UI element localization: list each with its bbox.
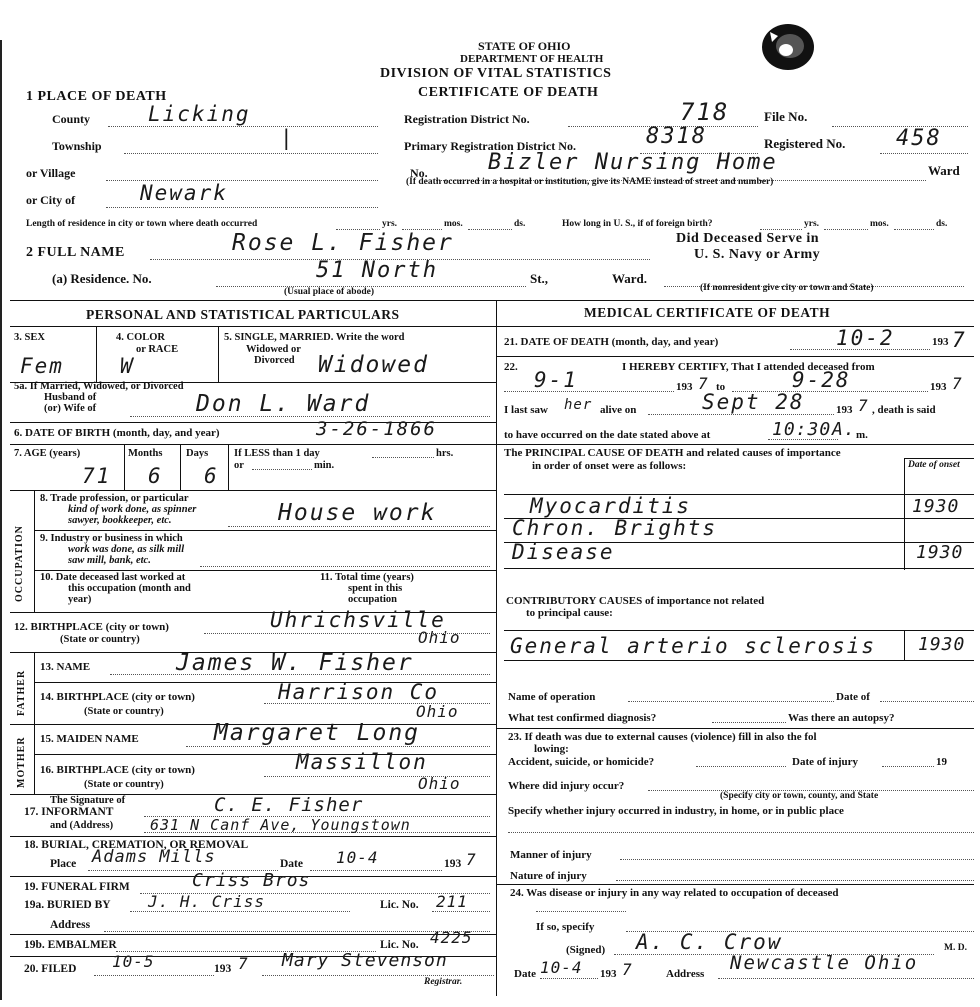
filed-year-digit: 7	[238, 954, 249, 973]
father-side-label: FATHER	[16, 669, 27, 716]
rule-mother-side	[34, 724, 35, 794]
rule-middle	[496, 300, 497, 996]
buried-value: J. H. Criss	[148, 892, 265, 911]
burial-place-label: Place	[50, 858, 77, 870]
address-line	[718, 978, 974, 979]
registered-no-value: 458	[896, 126, 942, 151]
header-state: STATE OF OHIO	[478, 39, 571, 53]
us-len-mos: mos.	[870, 219, 889, 229]
registrar-label: Registrar.	[424, 977, 463, 987]
specify-industry: Specify whether injury occurred in industry, in home, or in public place	[508, 805, 844, 817]
mother-bp-label-2: (State or country)	[84, 779, 164, 790]
onset-label: Date of onset	[908, 460, 960, 470]
cause-1-text: Myocarditis	[530, 494, 692, 518]
dod-year-digit: 7	[952, 328, 967, 352]
op-date-label: Date of	[836, 691, 870, 703]
industry-label-1: 9. Industry or business in which	[40, 533, 183, 544]
rule-med-principal	[496, 444, 974, 445]
signed-date-value: 10-4	[540, 958, 583, 977]
full-name-label: 2 FULL NAME	[26, 245, 125, 260]
funeral-value: Criss Bros	[192, 870, 311, 891]
lastsaw-year: 193	[836, 404, 853, 416]
informant-label-1: The Signature of	[50, 795, 126, 806]
rule-row18	[10, 836, 496, 837]
address-value: Newcastle Ohio	[730, 952, 919, 974]
time-value: 10:30	[772, 419, 832, 440]
test-line	[712, 722, 786, 723]
rule-father-side	[34, 652, 35, 724]
buried-address-label: Address	[50, 919, 91, 931]
city-line	[106, 207, 378, 208]
mother-bp-value: Massillon	[296, 750, 428, 774]
total-label-3: occupation	[348, 594, 398, 605]
occupation-label: 24. Was disease or injury in any way related to occupation of deceased	[510, 887, 839, 899]
industry-line	[200, 566, 490, 567]
rule-row7	[10, 444, 496, 445]
from-year-digit: 7	[698, 374, 709, 393]
township-label: Township	[52, 139, 102, 153]
total-label-2: spent in this	[348, 583, 403, 594]
registrar-line	[262, 975, 494, 976]
buried-lic-value: 211	[436, 892, 468, 911]
from-line	[504, 391, 674, 392]
days-label: Days	[186, 448, 209, 459]
registrar-value: Mary Stevenson	[282, 950, 448, 971]
hrs-line	[372, 457, 434, 458]
marital-value: Widowed	[318, 352, 429, 378]
min-label: min.	[314, 460, 335, 471]
autopsy-label: Was there an autopsy?	[788, 712, 895, 724]
rule-med-23	[496, 728, 974, 729]
lastsaw-who: her	[564, 397, 593, 413]
time-ampm: A.	[832, 419, 856, 440]
ifso-label: If so, specify	[536, 921, 595, 933]
place-of-death-label: 1 PLACE OF DEATH	[26, 89, 167, 104]
full-name-value: Rose L. Fisher	[232, 230, 454, 256]
contrib-year: 1930	[918, 634, 966, 655]
to-year-digit: 7	[952, 374, 963, 393]
father-bp-label-2: (State or country)	[84, 706, 164, 717]
st-label: St.,	[530, 271, 549, 286]
embalmer-label: 19b. EMBALMER	[24, 939, 117, 951]
burial-year-digit: 7	[466, 850, 477, 869]
rule-onset-column	[904, 458, 905, 570]
state-seal-icon	[760, 22, 816, 72]
specify-place: (Specify city or town, county, and State	[720, 791, 879, 801]
filed-value: 10-5	[112, 952, 155, 971]
rule-top	[10, 300, 974, 301]
to-value: 9-28	[792, 368, 851, 392]
burial-date-line	[310, 870, 442, 871]
test-label: What test confirmed diagnosis?	[508, 712, 657, 724]
burial-date-label: Date	[280, 858, 303, 870]
township-line	[124, 153, 378, 154]
county-value: Licking	[148, 102, 251, 126]
injury-date-line	[882, 766, 934, 767]
from-value: 9-1	[534, 368, 578, 392]
marital-label: 5. SINGLE, MARRIED. Write the word	[224, 332, 405, 343]
residence-label: (a) Residence. No.	[52, 271, 152, 286]
informant-address-value: 631 N Canf Ave, Youngstown	[150, 816, 411, 834]
village-label: or Village	[26, 166, 76, 180]
mother-name-label: 15. MAIDEN NAME	[40, 733, 139, 745]
occupation-line	[536, 911, 626, 912]
months-label: Months	[128, 448, 163, 459]
spouse-label-3: (or) Wife of	[44, 403, 97, 414]
mother-side-label: MOTHER	[16, 736, 27, 788]
certify-num: 22.	[504, 361, 518, 373]
certify-label: I HEREBY CERTIFY, That I attended deceased from	[622, 361, 875, 373]
age-days-value: 6	[204, 464, 219, 488]
mother-bp-label: 16. BIRTHPLACE (city or town)	[40, 764, 195, 776]
principal-label-2: in order of onset were as follows:	[532, 460, 687, 472]
contrib-label-1: CONTRIBUTORY CAUSES of importance not related	[506, 595, 765, 607]
or-label: or	[234, 460, 244, 471]
occupation-side-label: OCCUPATION	[14, 525, 25, 602]
rule-occupation-side	[34, 490, 35, 612]
rule-med-24	[496, 884, 974, 885]
marital-label-3: Divorced	[254, 355, 295, 366]
cause-1-year: 1930	[912, 496, 960, 517]
industry-injury-line	[508, 832, 974, 833]
buried-label: 19a. BURIED BY	[24, 899, 111, 911]
rule-row10	[34, 570, 496, 571]
rule-row19b	[10, 934, 496, 935]
informant-label-2: 17. INFORMANT	[24, 806, 114, 818]
buried-line	[130, 911, 350, 912]
county-line	[108, 126, 378, 127]
medical-heading: MEDICAL CERTIFICATE OF DEATH	[584, 305, 831, 320]
rule-sex-color	[96, 326, 97, 382]
accident-label: Accident, suicide, or homicide?	[508, 756, 655, 768]
birthplace-value: Uhrichsville	[270, 608, 446, 632]
city-label: or City of	[26, 193, 76, 207]
us-len-yrs: yrs.	[804, 219, 820, 229]
industry-label-3: saw mill, bank, etc.	[68, 555, 151, 566]
rule-age-months	[124, 444, 125, 490]
rule-left-heading	[10, 326, 496, 327]
sex-value: Fem	[20, 354, 64, 378]
rule-row8	[10, 490, 496, 491]
md-label: M. D.	[944, 943, 967, 953]
injury-date-label: Date of injury	[792, 756, 858, 768]
time-m: m.	[856, 429, 868, 441]
residence-value: 51 North	[316, 258, 438, 283]
us-len-line	[760, 229, 802, 230]
operation-line	[628, 701, 834, 702]
embalmer-lic-label: Lic. No.	[380, 939, 419, 951]
burial-year: 193	[444, 858, 462, 870]
sex-label: 3. SEX	[14, 332, 45, 343]
alive-label: alive on	[600, 404, 637, 416]
dod-label: 21. DATE OF DEATH (month, day, and year)	[504, 336, 719, 348]
rule-cause-4	[504, 568, 974, 569]
left-edge-margin	[0, 40, 8, 1000]
lastsaw-line	[648, 414, 834, 415]
signed-date-label: Date	[514, 968, 536, 980]
nonresident-note: (If nonresident give city or town and State)	[700, 283, 874, 293]
from-year: 193	[676, 381, 693, 393]
accident-line	[696, 766, 786, 767]
industry-label-2: work was done, as silk mill	[68, 544, 185, 555]
mother-name-line	[186, 746, 490, 747]
informant-label-3: and (Address)	[50, 820, 114, 831]
rule-contrib-2	[504, 660, 974, 661]
rule-days-less	[228, 444, 229, 490]
external-label-2: lowing:	[534, 743, 569, 755]
header-certificate: CERTIFICATE OF DEATH	[418, 85, 599, 100]
rule-row9	[34, 530, 496, 531]
header-department: DEPARTMENT OF HEALTH	[460, 53, 604, 65]
lastwork-label-2: this occupation (month and	[68, 583, 191, 594]
address-label: Address	[666, 968, 705, 980]
mother-bp-state-value: Ohio	[418, 774, 461, 793]
cause-3-text: Disease	[512, 540, 615, 564]
dod-year: 193	[932, 336, 949, 348]
external-label-1: 23. If death was due to external causes (violence) fill in also the fol	[508, 731, 817, 743]
trade-label-1: 8. Trade profession, or particular	[40, 493, 189, 504]
rule-months-days	[180, 444, 181, 490]
father-bp-value: Harrison Co	[278, 680, 440, 704]
rule-color-marital	[218, 326, 219, 382]
lastsaw-label: I last saw	[504, 404, 549, 416]
rule-med-22	[496, 356, 974, 357]
contrib-label-2: to principal cause:	[526, 607, 613, 619]
filed-line	[94, 975, 214, 976]
to-label: to	[716, 381, 726, 393]
cause-3-year: 1930	[916, 542, 964, 563]
lastsaw-year-digit: 7	[858, 396, 869, 415]
father-bp-state-value: Ohio	[416, 702, 459, 721]
filed-year: 193	[214, 963, 232, 975]
death-said: , death is said	[872, 404, 936, 416]
cause-2-text: Chron. Brights	[512, 516, 718, 540]
reg-district-value: 718	[680, 98, 730, 126]
rule-right-heading	[496, 326, 974, 327]
registered-no-line	[880, 153, 968, 154]
op-date-line	[880, 701, 974, 702]
res-len-mos: mos.	[444, 219, 463, 229]
trade-label-3: sawyer, bookkeeper, etc.	[68, 515, 172, 526]
buried-lic-label: Lic. No.	[380, 899, 419, 911]
manner-label: Manner of injury	[510, 849, 592, 861]
rule-onset-header	[904, 458, 974, 459]
primary-reg-label: Primary Registration District No.	[404, 139, 576, 153]
lastwork-label-3: year)	[68, 594, 92, 605]
spouse-value: Don L. Ward	[196, 391, 371, 417]
occurred-label: to have occurred on the date stated above at	[504, 429, 711, 441]
primary-reg-value: 8318	[646, 124, 707, 149]
file-no-label: File No.	[764, 109, 808, 124]
color-value: W	[120, 354, 135, 378]
age-months-value: 6	[148, 464, 163, 488]
personal-heading: PERSONAL AND STATISTICAL PARTICULARS	[86, 307, 400, 322]
signed-value: A. C. Crow	[636, 930, 783, 954]
age-label: 7. AGE (years)	[14, 448, 81, 459]
trade-value: House work	[278, 500, 437, 526]
nature-line	[616, 880, 974, 881]
res-len-yrs: yrs.	[382, 219, 398, 229]
reg-district-label: Registration District No.	[404, 112, 530, 126]
burial-date-value: 10-4	[336, 848, 379, 867]
hospital-note: (If death occurred in a hospital or institution, give its NAME instead of street and number)	[406, 177, 774, 187]
dob-value: 3-26-1866	[316, 418, 437, 440]
header-division: DIVISION OF VITAL STATISTICS	[380, 66, 612, 81]
embalmer-lic-value: 4225	[430, 928, 473, 947]
total-label-1: 11. Total time (years)	[320, 572, 414, 583]
signed-year: 193	[600, 968, 617, 980]
birthplace-label: 12. BIRTHPLACE (city or town)	[14, 621, 169, 633]
filed-label: 20. FILED	[24, 963, 77, 975]
father-name-value: James W. Fisher	[176, 650, 414, 676]
to-year: 193	[930, 381, 947, 393]
signed-label: (Signed)	[566, 944, 606, 956]
lastwork-label-1: 10. Date deceased last worked at	[40, 572, 186, 583]
navy-question-2: U. S. Navy or Army	[694, 247, 821, 262]
ward-label: Ward	[928, 163, 960, 178]
trade-line	[228, 526, 490, 527]
city-value: Newark	[140, 181, 228, 205]
min-line	[252, 469, 312, 470]
manner-line	[620, 859, 974, 860]
hrs-label: hrs.	[436, 448, 454, 459]
registered-no-label: Registered No.	[764, 136, 846, 151]
us-len-line3	[894, 229, 934, 230]
color-label: 4. COLOR	[116, 332, 166, 343]
lastsaw-value: Sept 28	[702, 390, 805, 414]
trade-label-2: kind of work done, as spinner	[68, 504, 197, 515]
spouse-label-2: Husband of	[44, 392, 97, 403]
res-len-line3	[468, 229, 512, 230]
us-len-ds: ds.	[936, 219, 948, 229]
signed-date-line	[540, 978, 598, 979]
principal-label-1: The PRINCIPAL CAUSE OF DEATH and related causes of importance	[504, 447, 841, 459]
age-years-value: 71	[82, 464, 112, 488]
buried-lic-line	[432, 911, 490, 912]
color-label-2: or RACE	[136, 344, 179, 355]
birthplace-state-value: Ohio	[418, 628, 461, 647]
rule-contrib-onset	[904, 630, 905, 660]
contrib-value: General arterio sclerosis	[510, 634, 877, 658]
county-label: County	[52, 112, 91, 126]
less-label: If LESS than 1 day	[234, 448, 320, 459]
marital-label-2: Widowed or	[246, 344, 301, 355]
operation-label: Name of operation	[508, 691, 596, 703]
informant-value: C. E. Fisher	[214, 794, 364, 816]
res-len-ds: ds.	[514, 219, 526, 229]
dob-label: 6. DATE OF BIRTH (month, day, and year)	[14, 427, 220, 439]
father-name-label: 13. NAME	[40, 661, 91, 673]
dod-value: 10-2	[836, 326, 895, 350]
residence-length-label: Length of residence in city or town where death occurred	[26, 219, 258, 229]
us-length-label: How long in U. S., if of foreign birth?	[562, 219, 713, 229]
father-bp-label: 14. BIRTHPLACE (city or town)	[40, 691, 195, 703]
funeral-label: 19. FUNERAL FIRM	[24, 881, 130, 893]
res-ward-label: Ward.	[612, 271, 648, 286]
township-mark: |	[280, 126, 295, 150]
hospital-name: Bizler Nursing Home	[488, 150, 778, 175]
nature-label: Nature of injury	[510, 870, 587, 882]
birthplace-label-2: (State or country)	[60, 634, 140, 645]
spouse-label-1: 5a. If Married, Widowed, or Divorced	[14, 381, 184, 392]
usual-place-note: (Usual place of abode)	[284, 287, 374, 297]
us-len-line2	[824, 229, 868, 230]
burial-place-value: Adams Mills	[92, 847, 216, 867]
where-label: Where did injury occur?	[508, 780, 625, 792]
signed-year-digit: 7	[622, 960, 633, 979]
injury-year: 19	[936, 756, 947, 768]
village-no-label: No.	[410, 166, 428, 180]
burial-label: 18. BURIAL, CREMATION, OR REMOVAL	[24, 839, 249, 851]
navy-question-1: Did Deceased Serve in	[676, 231, 820, 246]
mother-name-value: Margaret Long	[214, 720, 421, 746]
